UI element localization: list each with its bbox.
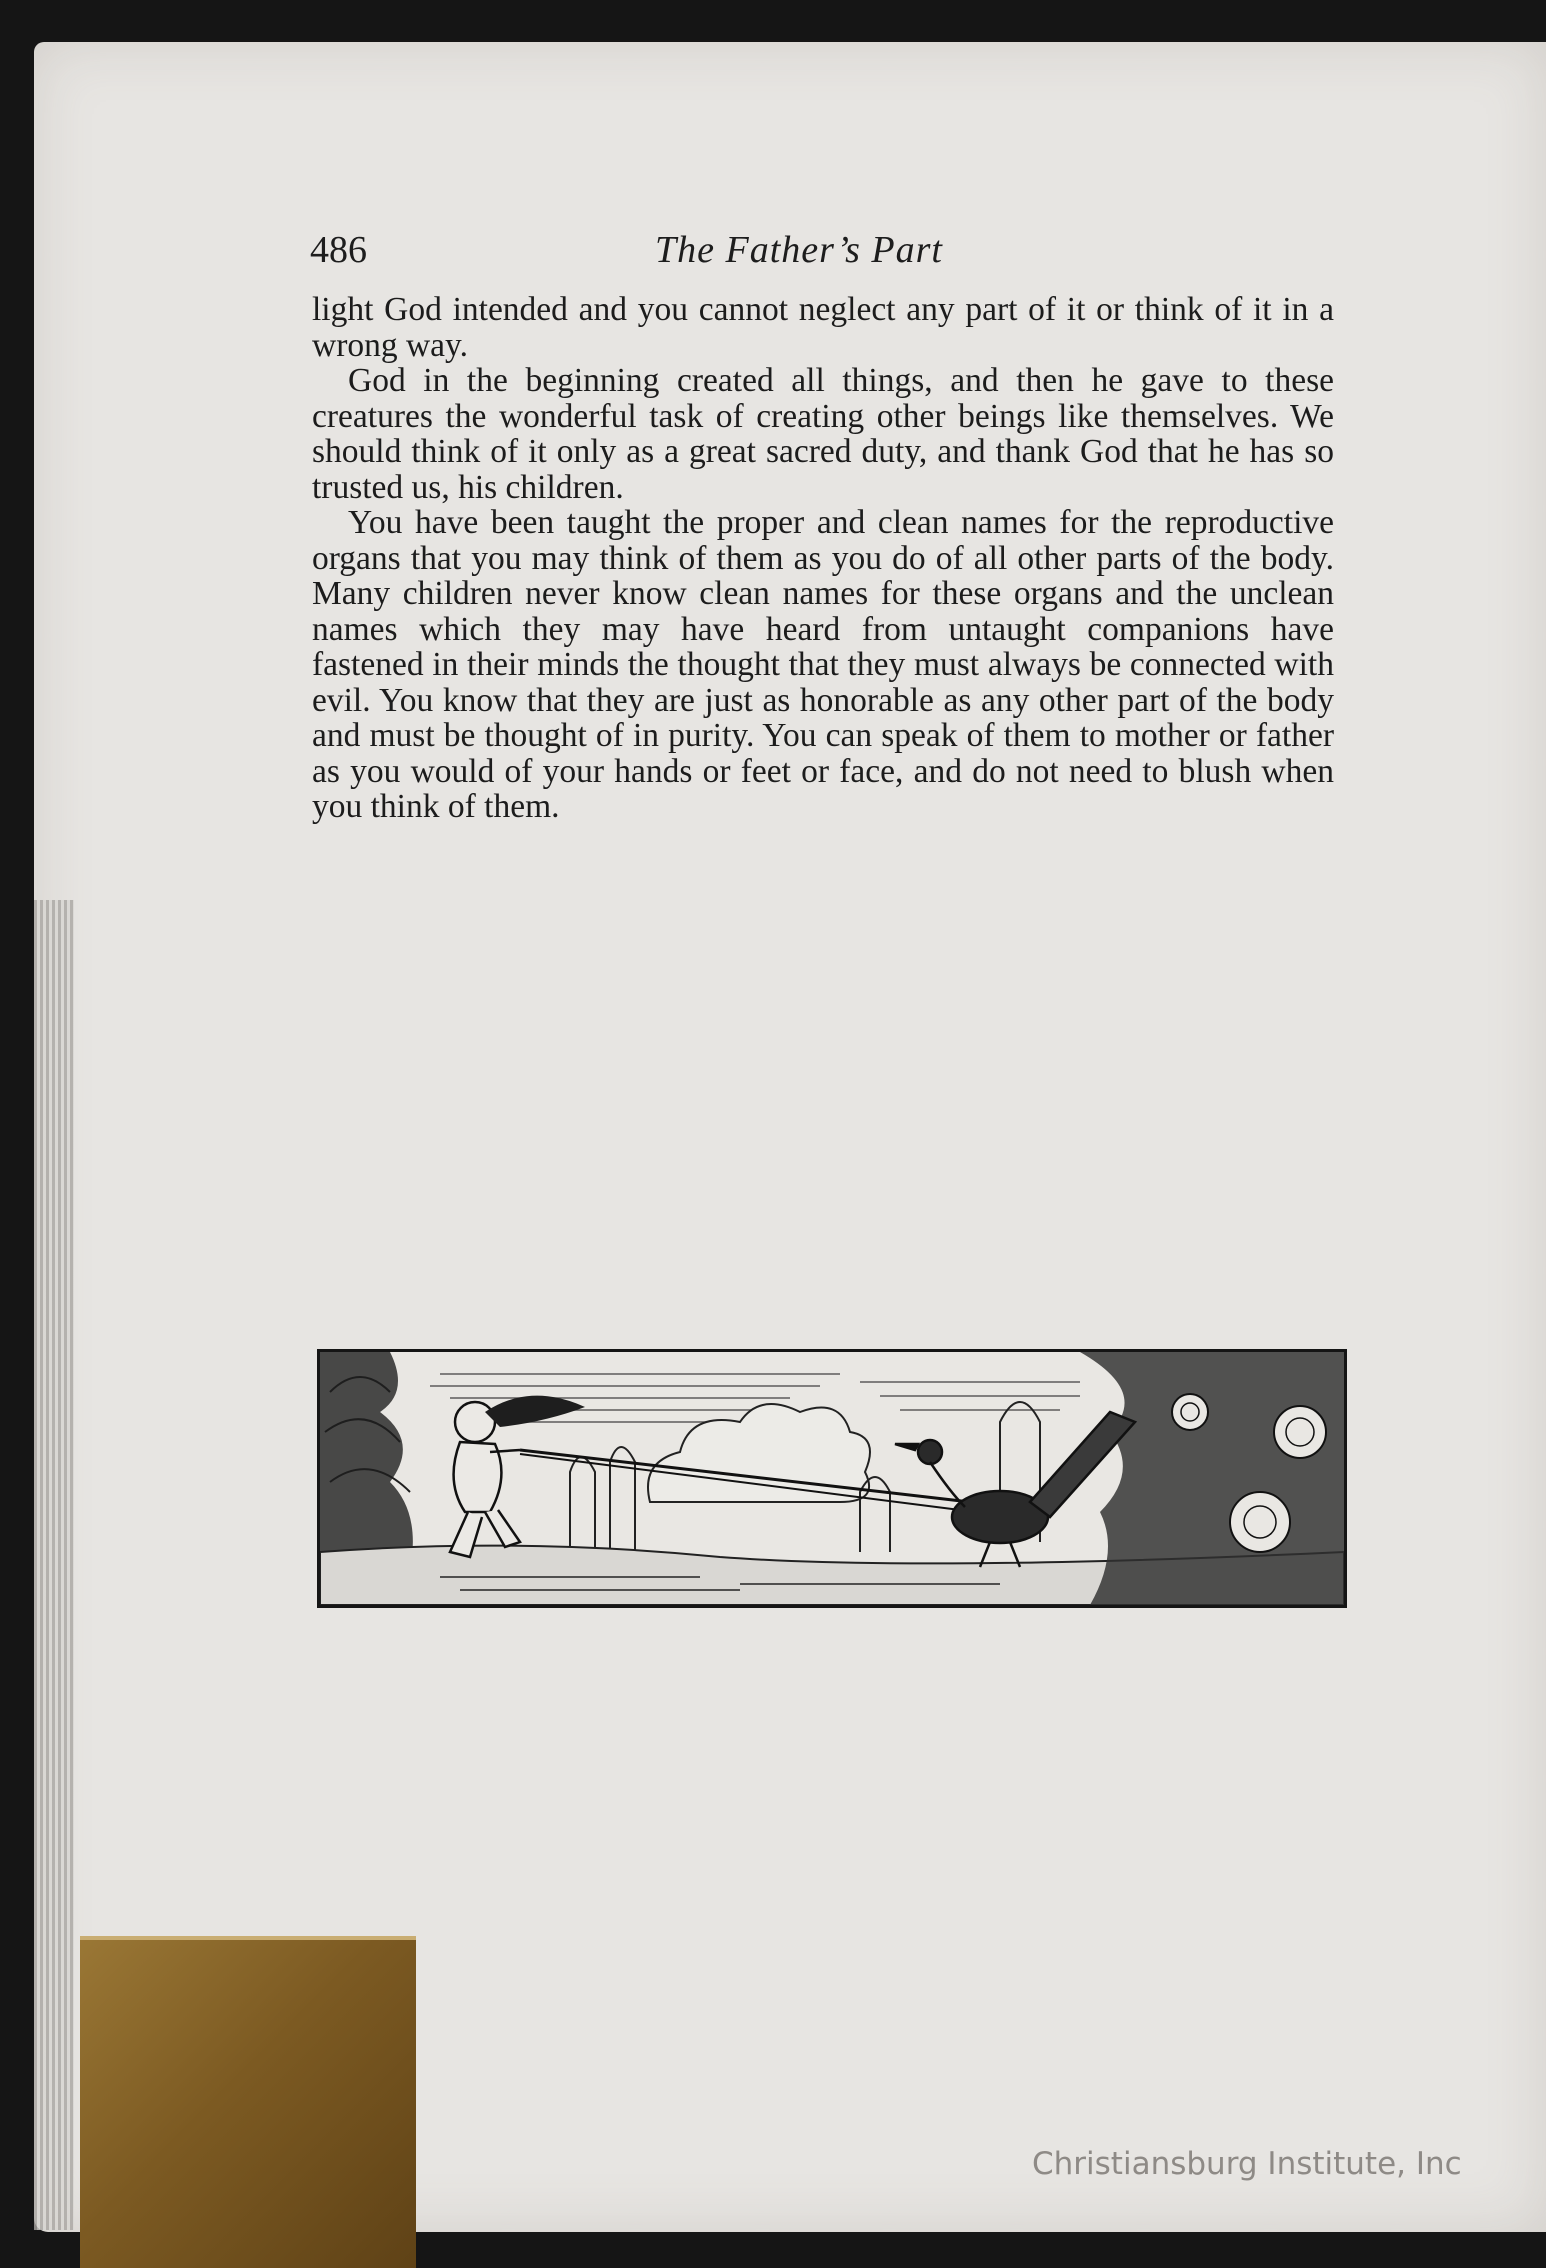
paragraph-creation: God in the beginning created all things, and then he gave to these creatures the wonderful task of creating other beings like themselves. We should think of it only as a great sacred duty, and thank God that he has so trusted us, his children. [312, 362, 1334, 506]
running-head-title: The Father’s Part [655, 229, 943, 271]
illustration-drawing [320, 1352, 1344, 1605]
page-edges [34, 900, 74, 2230]
body-text [312, 292, 1334, 825]
brass-clip [80, 1936, 416, 2268]
running-header [310, 228, 990, 278]
page-number: 486 [310, 229, 367, 271]
watermark: Christiansburg Institute, Inc [1032, 2146, 1462, 2182]
paragraph-clean-names: You have been taught the proper and clean names for the reproductive organs that you may think of them as you do of all other parts of the body. Many children never know clean names for these organs and the unclean names which they may have heard from untaught companions have fastened in their minds the thought that they must always be connected with evil. You know that they are just as honorable as any other part of the body and must be thought of in purity. You can speak of them to mother or father as you would of your hands or feet or face, and do not need to blush when you think of them. [312, 504, 1334, 825]
paragraph-continuation: light God intended and you cannot neglect any part of it or think of it in a wrong way. [312, 291, 1334, 364]
cupid-bird-illustration [317, 1349, 1347, 1608]
